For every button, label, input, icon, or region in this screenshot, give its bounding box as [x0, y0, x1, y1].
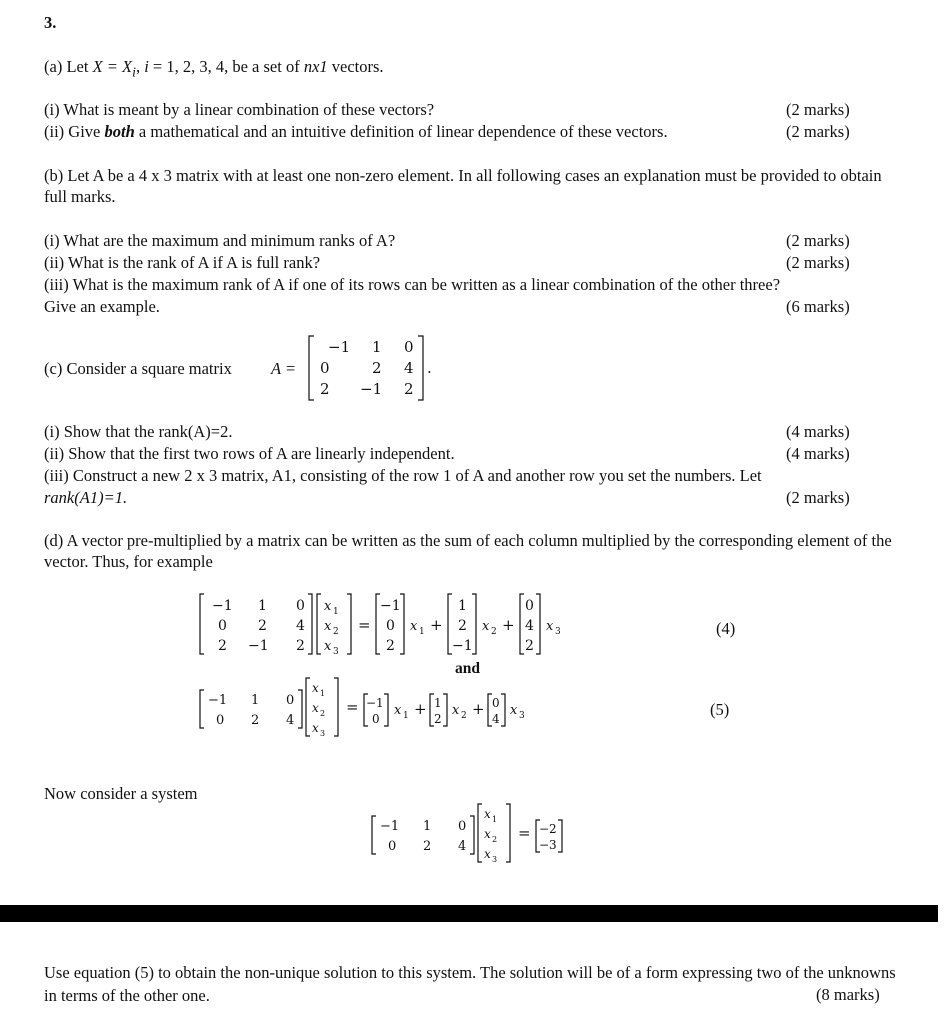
- svg-text:.: .: [427, 359, 432, 377]
- and-label: and: [455, 660, 480, 677]
- svg-text:2: 2: [251, 713, 260, 728]
- svg-text:2: 2: [258, 618, 267, 634]
- part-a-ii: (ii) Give both a mathematical and an intuitive definition of linear dependence of these vectors.: [44, 122, 668, 141]
- part-b-i: (i) What are the maximum and minimum ranks of A?: [44, 231, 396, 250]
- matrix-cell: 4: [404, 359, 414, 377]
- part-b-ii: (ii) What is the rank of A if A is full rank?: [44, 253, 321, 272]
- svg-text:3: 3: [555, 627, 561, 637]
- matrix-cell: 2: [372, 359, 382, 377]
- svg-text:−1: −1: [452, 638, 473, 654]
- part-c-iii-cont: rank(A1)=1.: [44, 488, 128, 507]
- svg-text:2: 2: [458, 618, 467, 634]
- svg-text:x: x: [394, 703, 402, 718]
- part-b-iii-cont: Give an example.: [44, 297, 160, 316]
- black-divider-bar: [0, 905, 938, 922]
- part-c-iii: (iii) Construct a new 2 x 3 matrix, A1, consisting of the row 1 of A and another row you set the numbers. Let: [44, 466, 762, 485]
- final-marks: (8 marks): [816, 985, 880, 1004]
- svg-text:1: 1: [258, 598, 267, 614]
- svg-text:−1: −1: [248, 638, 269, 654]
- part-b-intro: (b) Let A be a 4 x 3 matrix with at least one non-zero element. In all following cases an explanation must be provided to obtain full marks.: [44, 166, 882, 206]
- svg-text:−3: −3: [539, 838, 557, 852]
- svg-text:1: 1: [423, 819, 432, 834]
- svg-text:−2: −2: [539, 822, 557, 836]
- part-c-i: (i) Show that the rank(A)=2.: [44, 422, 233, 441]
- svg-text:3: 3: [492, 855, 498, 864]
- svg-text:−1: −1: [208, 693, 228, 708]
- equation-5: [196, 674, 596, 740]
- svg-text:2: 2: [461, 711, 467, 721]
- svg-text:+: +: [502, 616, 515, 634]
- svg-text:+: +: [430, 616, 443, 634]
- matrix-cell: 0: [320, 359, 330, 377]
- part-b-iii-marks: (6 marks): [786, 297, 850, 316]
- matrix-cell: 2: [320, 380, 330, 398]
- part-b-iii: (iii) What is the maximum rank of A if one of its rows can be written as a linear combination of the other three?: [44, 275, 781, 294]
- question-number: 3.: [44, 13, 57, 32]
- svg-text:2: 2: [218, 638, 227, 654]
- part-a-ii-marks: (2 marks): [786, 122, 850, 141]
- svg-text:0: 0: [372, 712, 380, 726]
- svg-text:2: 2: [525, 638, 534, 654]
- svg-text:−1: −1: [380, 819, 400, 834]
- svg-text:2: 2: [423, 839, 432, 854]
- svg-text:1: 1: [251, 693, 260, 708]
- svg-text:x: x: [484, 807, 491, 821]
- svg-text:x: x: [410, 619, 418, 634]
- svg-text:2: 2: [333, 627, 339, 637]
- svg-text:x: x: [312, 701, 319, 715]
- svg-text:−1: −1: [380, 598, 401, 614]
- matrix-cell: 2: [404, 380, 414, 398]
- svg-text:x: x: [312, 721, 319, 735]
- now-consider: Now consider a system: [44, 784, 198, 803]
- part-b-i-marks: (2 marks): [786, 231, 850, 250]
- svg-text:0: 0: [216, 713, 225, 728]
- svg-text:1: 1: [419, 627, 425, 637]
- svg-text:1: 1: [333, 607, 339, 617]
- svg-text:+: +: [414, 700, 427, 718]
- part-d-intro: (d) A vector pre-multiplied by a matrix can be written as the sum of each column multiplied by the corresponding element of the vector. Thus, for example: [44, 531, 892, 571]
- equation-4: [196, 588, 616, 660]
- equation-4-label: (4): [716, 619, 736, 638]
- svg-text:x: x: [452, 703, 460, 718]
- final-instruction: Use equation (5) to obtain the non-unique solution to this system. The solution will be of a form expressing two of the unknowns in terms of the other one.: [44, 963, 896, 1005]
- svg-text:4: 4: [296, 618, 305, 634]
- svg-text:x: x: [482, 619, 490, 634]
- svg-text:1: 1: [403, 711, 409, 721]
- svg-text:2: 2: [296, 638, 305, 654]
- svg-text:x: x: [312, 681, 319, 695]
- svg-text:=: =: [346, 698, 359, 716]
- svg-text:−1: −1: [212, 598, 233, 614]
- svg-text:−1: −1: [366, 696, 384, 710]
- svg-text:0: 0: [458, 819, 467, 834]
- svg-text:4: 4: [286, 713, 295, 728]
- svg-text:1: 1: [458, 598, 467, 614]
- svg-text:2: 2: [386, 638, 395, 654]
- matrix-cell: 1: [372, 338, 382, 356]
- part-c-intro: (c) Consider a square matrix: [44, 359, 232, 378]
- svg-text:0: 0: [388, 839, 397, 854]
- part-c-i-marks: (4 marks): [786, 422, 850, 441]
- svg-text:x: x: [510, 703, 518, 718]
- svg-text:4: 4: [492, 712, 500, 726]
- part-c-iii-marks: (2 marks): [786, 488, 850, 507]
- part-b-ii-marks: (2 marks): [786, 253, 850, 272]
- svg-text:x: x: [324, 599, 332, 614]
- svg-text:x: x: [484, 827, 491, 841]
- equation-5-label: (5): [710, 700, 730, 719]
- svg-text:+: +: [472, 700, 485, 718]
- svg-text:3: 3: [333, 647, 339, 657]
- system-equation: [368, 800, 588, 866]
- part-c-ii: (ii) Show that the first two rows of A are linearly independent.: [44, 444, 455, 463]
- matrix-A: [306, 330, 436, 406]
- svg-text:x: x: [324, 619, 332, 634]
- svg-text:x: x: [484, 847, 491, 861]
- right-bracket: [418, 336, 423, 400]
- svg-text:0: 0: [296, 598, 305, 614]
- svg-text:3: 3: [320, 729, 326, 738]
- left-bracket: [309, 336, 314, 400]
- svg-text:0: 0: [386, 618, 395, 634]
- part-a-i: (i) What is meant by a linear combination of these vectors?: [44, 100, 435, 119]
- svg-text:=: =: [518, 824, 531, 842]
- matrix-cell: 0: [404, 338, 414, 356]
- svg-text:x: x: [546, 619, 554, 634]
- svg-text:1: 1: [434, 696, 442, 710]
- part-a-i-marks: (2 marks): [786, 100, 850, 119]
- svg-text:2: 2: [492, 835, 498, 844]
- svg-text:2: 2: [434, 712, 442, 726]
- svg-text:4: 4: [525, 618, 534, 634]
- svg-text:2: 2: [320, 709, 326, 718]
- svg-text:1: 1: [320, 689, 326, 698]
- svg-text:0: 0: [286, 693, 295, 708]
- svg-text:2: 2: [491, 627, 497, 637]
- svg-text:0: 0: [218, 618, 227, 634]
- svg-text:0: 0: [492, 696, 500, 710]
- svg-text:1: 1: [492, 815, 498, 824]
- svg-text:=: =: [358, 616, 371, 634]
- matrix-cell: −1: [360, 380, 383, 398]
- svg-text:x: x: [324, 639, 332, 654]
- svg-text:3: 3: [519, 711, 525, 721]
- matrix-name: A =: [271, 359, 297, 378]
- svg-text:4: 4: [458, 839, 467, 854]
- part-a-intro: (a) Let $X = X_i$, i = 1, 2, 3, 4, be a set of nx1 vectors.: [44, 57, 384, 80]
- matrix-cell: −1: [328, 338, 351, 356]
- part-c-ii-marks: (4 marks): [786, 444, 850, 463]
- svg-text:0: 0: [525, 598, 534, 614]
